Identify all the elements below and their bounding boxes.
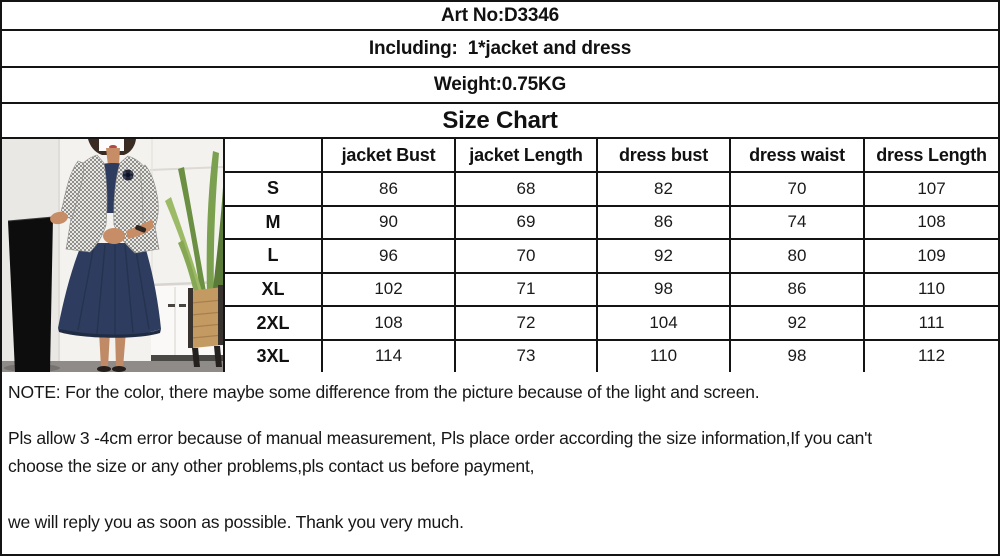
table-cell: 112 xyxy=(864,340,998,372)
main-section xyxy=(2,139,998,372)
table-cell: 108 xyxy=(322,306,455,340)
table-cell: 73 xyxy=(455,340,597,372)
including-row xyxy=(2,31,998,68)
table-cell: 92 xyxy=(730,306,864,340)
size-label: S xyxy=(225,172,322,206)
table-row-m xyxy=(225,206,998,240)
table-cell: 80 xyxy=(730,239,864,273)
table-cell: 90 xyxy=(322,206,455,240)
table-cell: 86 xyxy=(597,206,730,240)
brooch xyxy=(123,170,134,181)
table-cell: 114 xyxy=(322,340,455,372)
table-row-2xl xyxy=(225,306,998,340)
table-cell: 71 xyxy=(455,273,597,307)
table-cell: 69 xyxy=(455,206,597,240)
column-header-blank xyxy=(225,139,322,172)
note-color-disclaimer: NOTE: For the color, there maybe some difference from the picture because of the light and screen. xyxy=(8,382,760,402)
table-cell: 107 xyxy=(864,172,998,206)
table-cell: 104 xyxy=(597,306,730,340)
size-chart-title: Size Chart xyxy=(442,106,558,134)
measurement-disclaimer xyxy=(8,424,990,480)
size-table xyxy=(225,139,998,372)
weight-row xyxy=(2,68,998,104)
reply-note: we will reply you as soon as possible. Thank you very much. xyxy=(8,512,464,532)
table-cell: 102 xyxy=(322,273,455,307)
size-label: XL xyxy=(225,273,322,307)
table-cell: 98 xyxy=(597,273,730,307)
art-no-text: Art No:D3346 xyxy=(441,4,559,26)
column-header-dress-waist: dress waist xyxy=(730,139,864,172)
size-table-wrap xyxy=(225,139,998,372)
measurement-disclaimer-line1: Pls allow 3 -4cm error because of manual measurement, Pls place order according the size information,If you can't xyxy=(8,428,872,448)
size-table-header-row xyxy=(225,139,998,172)
table-cell: 70 xyxy=(730,172,864,206)
table-cell: 82 xyxy=(597,172,730,206)
table-row-xl xyxy=(225,273,998,307)
table-cell: 98 xyxy=(730,340,864,372)
size-label: 2XL xyxy=(225,306,322,340)
including-text: Including: 1*jacket and dress xyxy=(368,37,632,59)
table-cell: 86 xyxy=(322,172,455,206)
table-cell: 96 xyxy=(322,239,455,273)
notes-section xyxy=(2,372,998,552)
table-cell: 111 xyxy=(864,306,998,340)
column-header-jacket-bust: jacket Bust xyxy=(322,139,455,172)
table-cell: 92 xyxy=(597,239,730,273)
product-photo xyxy=(2,139,225,372)
table-cell: 110 xyxy=(864,273,998,307)
table-cell: 74 xyxy=(730,206,864,240)
column-header-dress-length: dress Length xyxy=(864,139,998,172)
column-header-dress-bust: dress bust xyxy=(597,139,730,172)
art-no-row xyxy=(2,2,998,31)
size-label: L xyxy=(225,239,322,273)
table-cell: 72 xyxy=(455,306,597,340)
size-chart-title-row xyxy=(2,104,998,139)
table-cell: 110 xyxy=(597,340,730,372)
table-cell: 108 xyxy=(864,206,998,240)
size-label: M xyxy=(225,206,322,240)
table-cell: 86 xyxy=(730,273,864,307)
table-row-3xl xyxy=(225,340,998,372)
product-photo-illustration xyxy=(2,139,223,372)
measurement-disclaimer-line2: choose the size or any other problems,pls contact us before payment, xyxy=(8,456,535,476)
table-cell: 68 xyxy=(455,172,597,206)
weight-text: Weight:0.75KG xyxy=(433,74,567,95)
table-cell: 70 xyxy=(455,239,597,273)
black-board xyxy=(8,217,53,372)
table-row-l xyxy=(225,239,998,273)
size-label: 3XL xyxy=(225,340,322,372)
column-header-jacket-length: jacket Length xyxy=(455,139,597,172)
table-cell: 109 xyxy=(864,239,998,273)
table-row-s xyxy=(225,172,998,206)
